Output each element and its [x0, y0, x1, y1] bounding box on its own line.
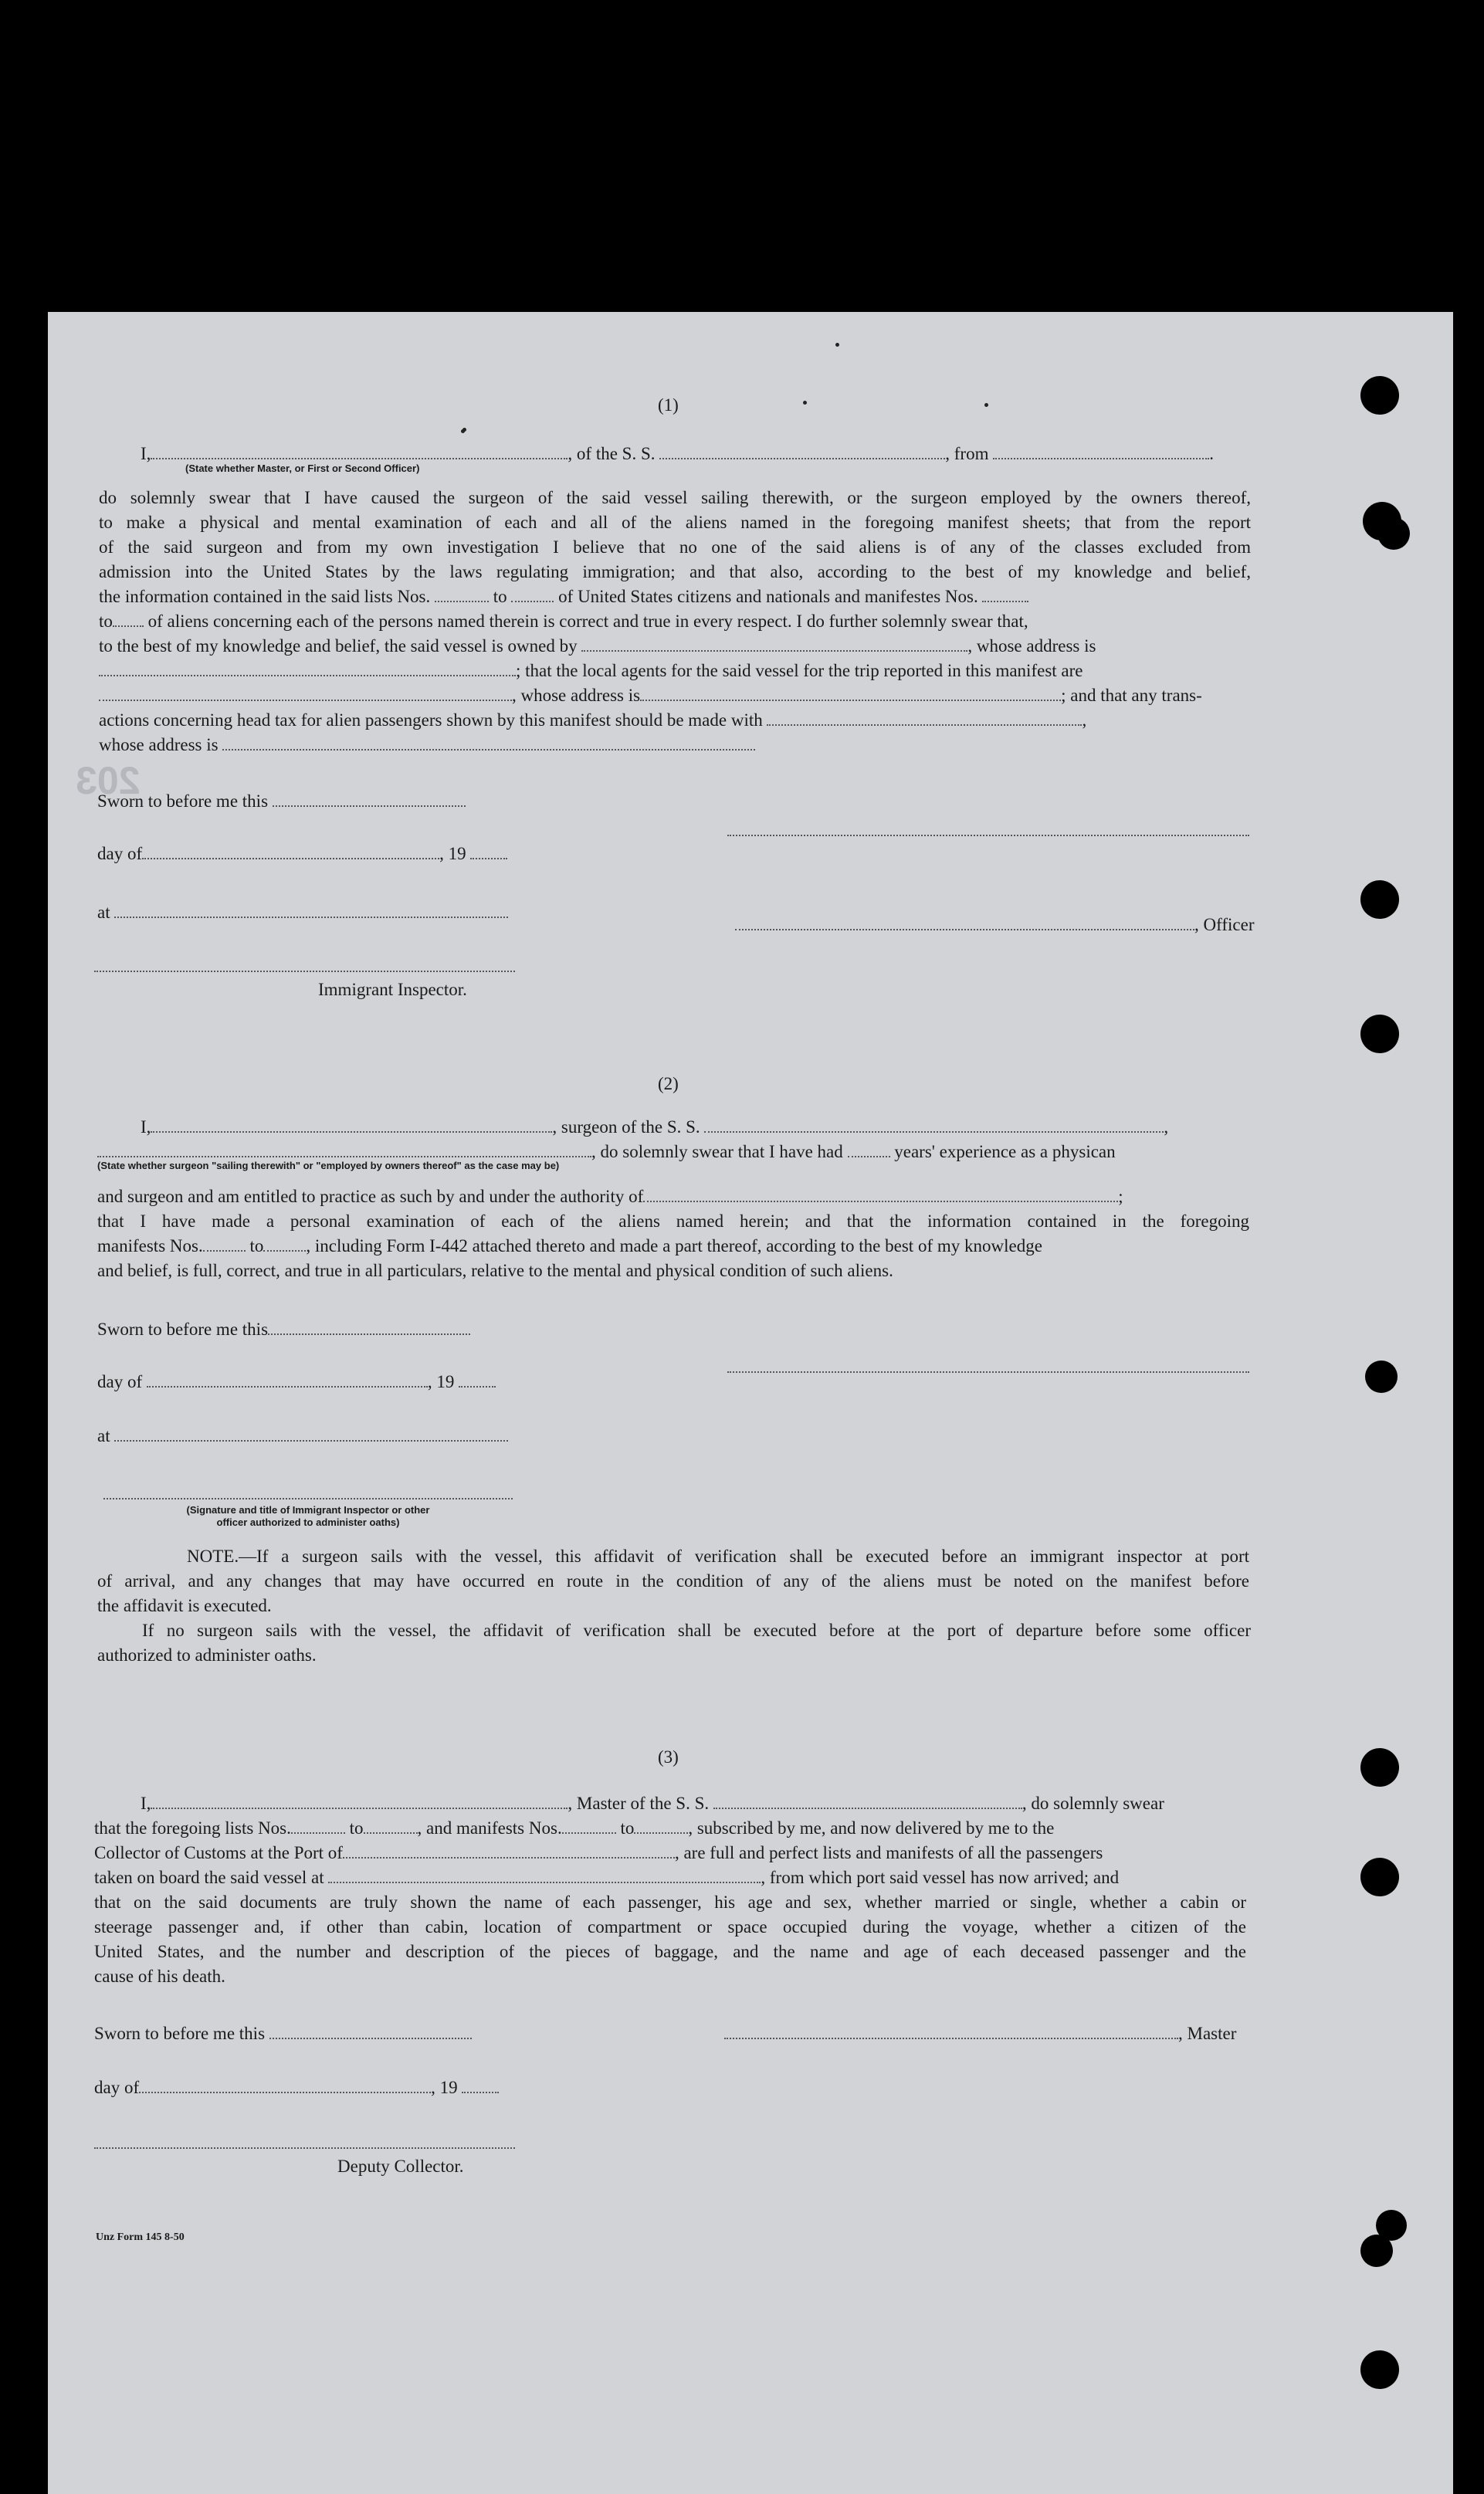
s1-body-line: of the said surgeon and from my own investigation I believe that no one of the said aliens is of any of the classes excluded from [99, 537, 1251, 557]
bleed-through-stamp: 203 [76, 759, 141, 802]
s3-body-line: that on the said documents are truly shown the name of each passenger, his age and sex, whether married or single, whether a cabin or [94, 1893, 1246, 1912]
ink-speck [984, 403, 988, 407]
s1-body-line: actions concerning head tax for alien passengers shown by this manifest should be made with , [99, 710, 1087, 730]
punch-hole [1360, 880, 1399, 919]
s1-body-line: admission into the United States by the laws regulating immigration; and that also, according to the best of my knowledge and belief, [99, 562, 1251, 581]
s3-collector-line [94, 2147, 515, 2149]
s1-body-line: do solemnly swear that I have caused the surgeon of the said vessel sailing therewith, or the surgeon employed by the owners thereof, [99, 488, 1251, 507]
s2-line-1: I, , surgeon of the S. S. , [141, 1117, 1169, 1137]
punch-hole [1360, 2350, 1399, 2389]
s3-collector-label: Deputy Collector. [337, 2157, 464, 2176]
s2-note-line: of arrival, and any changes that may have occurred en route in the condition of any of the aliens must be noted on the manifest before [97, 1571, 1249, 1591]
ink-speck [462, 428, 466, 432]
section-1-number: (1) [658, 395, 679, 415]
punch-hole [1360, 1748, 1399, 1787]
punch-hole [1360, 1858, 1399, 1896]
s1-at: at [97, 900, 508, 924]
section-2-number: (2) [658, 1074, 679, 1093]
form-identifier: Unz Form 145 8-50 [96, 2231, 185, 2243]
s3-master-signature: , Master [724, 2021, 1236, 2045]
s2-at: at [97, 1424, 508, 1448]
ink-speck [803, 401, 807, 405]
punch-hole [1360, 2235, 1393, 2267]
s1-inspector-line [94, 971, 515, 972]
punch-hole [1360, 1015, 1399, 1053]
s3-body-line: Collector of Customs at the Port of , are full and perfect lists and manifests of all the passengers [94, 1843, 1103, 1862]
s2-signature-line [727, 1371, 1249, 1373]
s1-officer-signature: , Officer [735, 913, 1254, 937]
s2-body-line: and belief, is full, correct, and true in all particulars, relative to the mental and physical condition of such aliens. [97, 1261, 893, 1280]
s1-inspector-label: Immigrant Inspector. [318, 980, 467, 999]
s3-day-of: day of , 19 [94, 2076, 499, 2099]
s2-surgeon-note: (State whether surgeon "sailing therewith" or "employed by owners thereof" as the case may be) [97, 1160, 560, 1171]
s2-note-line: If no surgeon sails with the vessel, the affidavit of verification shall be executed before at the port of departure before some officer [142, 1621, 1251, 1640]
s2-inspector-line [103, 1498, 513, 1499]
s1-body-line: to of aliens concerning each of the persons named therein is correct and true in every respect. I do further solemnly swear that, [99, 612, 1028, 631]
s3-body-line: cause of his death. [94, 1967, 225, 1986]
s1-body-line: ; that the local agents for the said vessel for the trip reported in this manifest are [99, 659, 1083, 683]
s1-day-of: day of , 19 [97, 842, 507, 866]
s1-body-line: the information contained in the said lists Nos. to of United States citizens and nationals and manifestes Nos. [99, 585, 1028, 608]
s3-body-line: taken on board the said vessel at , from which port said vessel has now arrived; and [94, 1868, 1120, 1887]
punch-hole [1360, 376, 1399, 415]
s2-body-line: that I have made a personal examination of each of the aliens named herein; and that the information contained in the foregoing [97, 1211, 1249, 1231]
s3-body-line: steerage passenger and, if other than cabin, location of compartment or space occupied during the voyage, whether a citizen of the [94, 1917, 1246, 1937]
s1-body-line: to make a physical and mental examination of each and all of the aliens named in the foregoing manifest sheets; that from the report [99, 513, 1251, 532]
ink-speck [835, 343, 839, 347]
s1-body-line: to the best of my knowledge and belief, the said vessel is owned by , whose address is [99, 636, 1096, 656]
s2-note-line: the affidavit is executed. [97, 1596, 272, 1615]
s1-line-1: I, , of the S. S. , from . [141, 444, 1214, 463]
s1-body-line: , whose address is ; and that any trans- [99, 683, 1202, 707]
s3-line-1: I, , Master of the S. S. , do solemnly swear [141, 1794, 1164, 1813]
s2-body-line: and surgeon and am entitled to practice as such by and under the authority of ; [97, 1187, 1123, 1206]
form-page [48, 312, 1453, 2494]
s1-signature-line [727, 835, 1249, 836]
s2-note-line: authorized to administer oaths. [97, 1645, 317, 1665]
s2-sworn: Sworn to before me this [97, 1317, 470, 1341]
s2-line-2: , do solemnly swear that I have had years' experience as a physican [97, 1140, 1116, 1164]
section-3-number: (3) [658, 1747, 679, 1767]
s3-sworn: Sworn to before me this [94, 2021, 472, 2045]
s1-officer-note: (State whether Master, or First or Second Officer) [185, 463, 420, 474]
s3-body-line: United States, and the number and description of the pieces of baggage, and the name and age of each deceased passenger and the [94, 1942, 1246, 1961]
s1-body-line: whose address is [99, 733, 755, 757]
s2-note-line: NOTE.—If a surgeon sails with the vessel, this affidavit of verification shall be executed before an immigrant inspector at port [187, 1547, 1249, 1566]
s3-body-line: that the foregoing lists Nos. to , and manifests Nos. to , subscribed by me, and now delivered by me to the [94, 1818, 1055, 1838]
s1-sworn: Sworn to before me this [97, 789, 466, 813]
s2-day-of: day of , 19 [97, 1370, 496, 1394]
punch-hole [1377, 517, 1410, 550]
s2-body-line: manifests Nos. to , including Form I-442 attached thereto and made a part thereof, according to the best of my knowledge [97, 1236, 1042, 1255]
punch-hole [1365, 1361, 1398, 1393]
s2-signature-note: (Signature and title of Immigrant Inspector or other officer authorized to administer oaths) [186, 1504, 430, 1528]
